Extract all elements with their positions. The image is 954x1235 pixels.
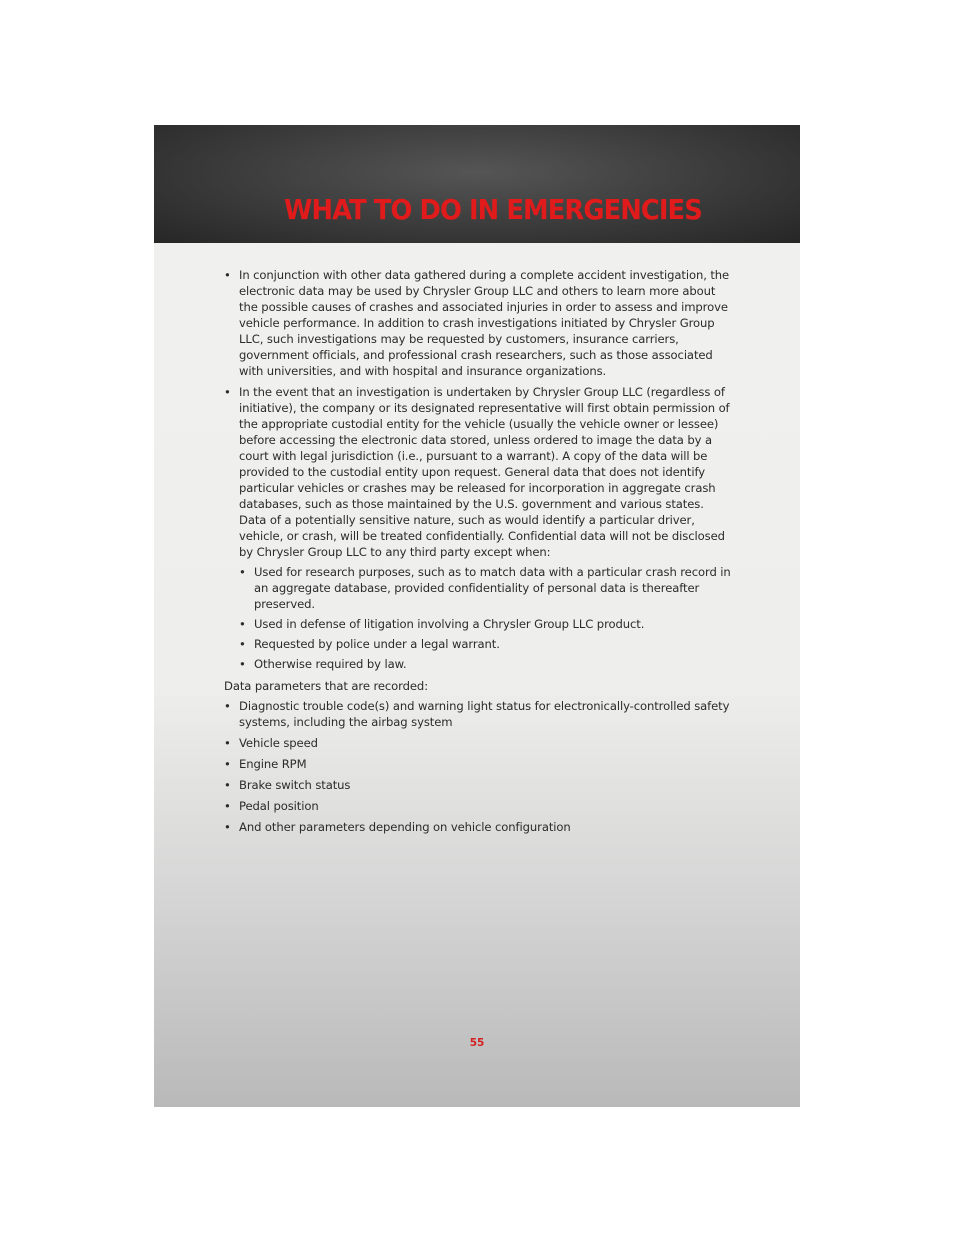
- page-number: 55: [469, 1037, 485, 1049]
- section-title: WHAT TO DO IN EMERGENCIES: [284, 193, 702, 226]
- page-content: [224, 267, 734, 840]
- bullet-text: In the event that an investigation is undertaken by Chrysler Group LLC (regardless of initiative), the company or its designated representative will first obtain permission of the appropriate custodial entity for the vehicle (usually the vehicle owner or lessee) before accessing the electronic data stored, unless ordered to image the data by a court with legal jurisdiction (i.e., pursuant to a warrant). A copy of the data will be provided to the custodial entity upon request. General data that does not identify particular vehicles or crashes may be released for incorporation in aggregate crash databases, such as those maintained by the U.S. government and various states. Data of a potentially sensitive nature, such as would identify a particular driver, vehicle, or crash, will be treated confidentially. Confidential data will not be disclosed by Chrysler Group LLC to any third party except when:: [239, 385, 730, 559]
- bullet-item-with-sublist: [224, 384, 734, 672]
- section-header: [154, 125, 800, 243]
- parameter-item: • Brake switch status: [224, 777, 734, 793]
- sub-bullet-item: • Requested by police under a legal warrant.: [239, 636, 734, 652]
- sub-bullet-item: • Used in defense of litigation involving a Chrysler Group LLC product.: [239, 616, 734, 632]
- parameter-item: • Vehicle speed: [224, 735, 734, 751]
- parameter-item: • Engine RPM: [224, 756, 734, 772]
- sub-bullet-item: • Otherwise required by law.: [239, 656, 734, 672]
- main-bullet-list: [224, 267, 734, 672]
- bullet-item: • In conjunction with other data gathered during a complete accident investigation, the electronic data may be used by Chrysler Group LLC and others to learn more about the possible causes of crashes and associated injuries in order to assess and improve vehicle performance. In addition to crash investigations initiated by Chrysler Group LLC, such investigations may be requested by customers, insurance carriers, government officials, and professional crash researchers, such as those associated with universities, and with hospital and insurance organizations.: [224, 267, 734, 379]
- sub-bullet-item: • Used for research purposes, such as to match data with a particular crash record in an aggregate database, provided confidentiality of personal data is thereafter preserved.: [239, 564, 734, 612]
- parameter-item: • And other parameters depending on vehicle configuration: [224, 819, 734, 835]
- parameters-list: [224, 698, 734, 835]
- manual-page: [154, 125, 800, 1107]
- parameters-intro: Data parameters that are recorded:: [224, 679, 428, 693]
- parameter-item: • Pedal position: [224, 798, 734, 814]
- parameter-item: • Diagnostic trouble code(s) and warning light status for electronically-controlled safety systems, including the airbag system: [224, 698, 734, 730]
- sub-bullet-list: [239, 564, 734, 672]
